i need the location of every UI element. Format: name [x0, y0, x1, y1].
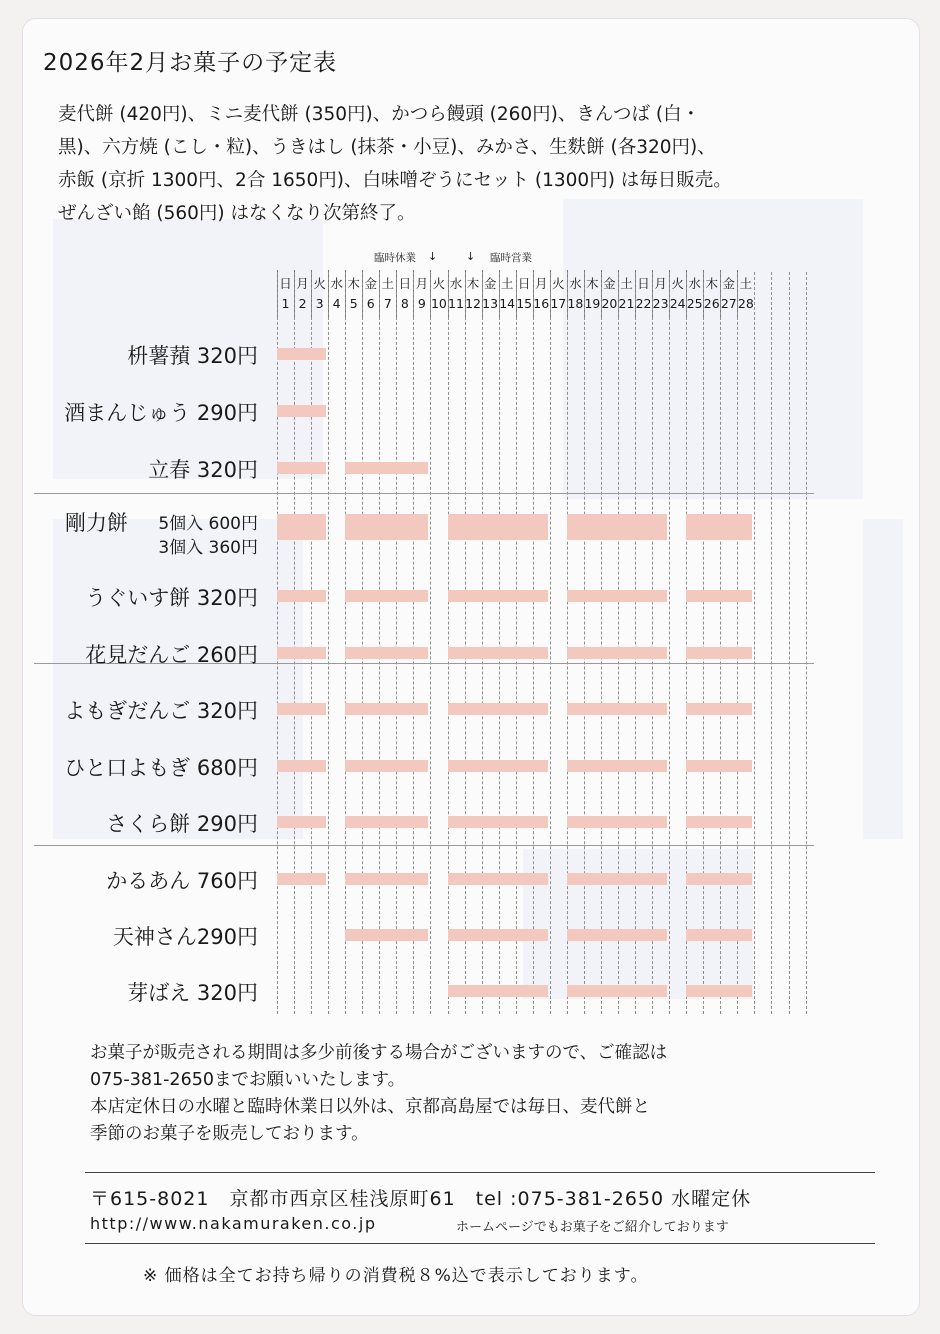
- day-number: 25: [686, 296, 703, 311]
- day-header: [703, 274, 720, 314]
- day-number: 20: [601, 296, 618, 311]
- grid-line: [754, 272, 755, 1014]
- weekday-label: 水: [688, 276, 701, 291]
- sale-period-bar: [567, 816, 667, 828]
- sale-period-bar: [345, 647, 428, 659]
- day-header: [669, 274, 686, 314]
- day-number: 1: [281, 296, 290, 311]
- sale-period-bar: [345, 816, 428, 828]
- weekday-label: 水: [330, 276, 343, 291]
- sale-period-bar: [686, 703, 752, 715]
- day-header: [465, 274, 482, 314]
- grid-line: [516, 272, 517, 1014]
- note-line: お菓子が販売される期間は多少前後する場合がございますので、ご確認は: [90, 1043, 668, 1063]
- grid-line: [533, 272, 534, 1014]
- grid-line: [550, 272, 551, 1014]
- intro-line: ぜんざい餡 (560円) はなくなり次第終了。: [58, 203, 416, 224]
- day-number: 19: [584, 296, 601, 311]
- weekday-label: 木: [466, 276, 480, 291]
- footer-divider-top: [85, 1172, 875, 1173]
- sale-period-bar: [448, 873, 548, 885]
- grid-line: [806, 272, 807, 1014]
- note-line: 075-381-2650までお願いいたします。: [90, 1070, 406, 1090]
- show-through-panel-lower: [523, 849, 753, 999]
- day-number: 7: [383, 296, 392, 311]
- sale-period-bar: [277, 348, 326, 360]
- weekday-label: 土: [381, 276, 395, 291]
- note-line: 季節のお菓子を販売しております。: [90, 1124, 369, 1144]
- weekday-label: 火: [671, 276, 684, 291]
- day-header: [362, 274, 379, 314]
- sale-period-bar: [448, 703, 548, 715]
- weekday-label: 木: [705, 276, 718, 291]
- sale-period-bar: [277, 590, 326, 602]
- daily-items-intro: [58, 98, 848, 230]
- sale-period-bar: [686, 647, 752, 659]
- day-number: 2: [298, 296, 307, 311]
- item-name: うぐいす餅 320円: [85, 586, 258, 610]
- grid-line: [669, 272, 670, 1014]
- day-number: 12: [465, 296, 481, 311]
- day-number: 13: [482, 296, 499, 311]
- sale-period-bar: [277, 703, 326, 715]
- item-name: 天神さん290円: [112, 925, 258, 949]
- item-name: 立春 320円: [148, 458, 258, 482]
- weekday-label: 金: [364, 276, 377, 291]
- weekday-label: 日: [517, 276, 531, 291]
- day-header: [448, 274, 465, 314]
- grid-line: [345, 272, 346, 1014]
- day-number: 18: [567, 296, 584, 311]
- sale-period-bar: [448, 647, 548, 659]
- sale-period-bar: [686, 929, 752, 941]
- day-number: 17: [550, 296, 567, 311]
- grid-line: [720, 272, 721, 1014]
- grid-line: [737, 272, 738, 1014]
- sale-period-bar: [567, 703, 667, 715]
- grid-line: [789, 272, 790, 1014]
- grid-line: [652, 272, 653, 1014]
- weekday-label: 木: [586, 276, 599, 291]
- day-header: [652, 274, 669, 314]
- sale-period-bar: [686, 873, 752, 885]
- sale-period-bar: [448, 590, 548, 602]
- sale-period-bar: [567, 985, 667, 997]
- weekday-label: 水: [569, 276, 582, 291]
- sale-period-bar: [345, 514, 428, 540]
- grid-line: [482, 272, 483, 1014]
- open-arrow-icon: ↓: [466, 250, 476, 263]
- sale-period-bar: [567, 873, 667, 885]
- intro-line: 麦代餅 (420円)、ミニ麦代餅 (350円)、かつら饅頭 (260円)、きんつば (白・: [58, 104, 701, 125]
- day-number: 8: [400, 296, 409, 311]
- page-title: 2026年2月お菓子の予定表: [43, 50, 338, 76]
- item-name: 枡薯蕷 320円: [127, 344, 258, 368]
- group-separator: [34, 845, 814, 846]
- sale-period-bar: [277, 816, 326, 828]
- notes-block: [90, 1040, 880, 1148]
- sale-period-bar: [567, 647, 667, 659]
- grid-line: [601, 272, 602, 1014]
- sale-period-bar: [345, 590, 428, 602]
- weekday-label: 月: [534, 276, 548, 291]
- show-through-panel-mid: [53, 519, 303, 839]
- weekday-label: 金: [483, 276, 497, 291]
- day-number: 11: [448, 296, 464, 311]
- grid-line: [430, 272, 431, 1014]
- weekday-label: 日: [637, 276, 650, 291]
- sale-period-bar: [448, 760, 548, 772]
- day-number: 16: [533, 296, 550, 311]
- day-header: [533, 274, 550, 314]
- weekday-label: 水: [449, 276, 463, 291]
- item-pack-3: 3個入 360円: [158, 538, 258, 558]
- weekday-label: 土: [739, 276, 753, 291]
- day-number: 6: [366, 296, 375, 311]
- grid-line: [635, 272, 636, 1014]
- day-number: 4: [332, 296, 341, 311]
- item-name: 剛力餅: [65, 511, 128, 535]
- day-header: [499, 274, 516, 314]
- grid-line: [771, 272, 772, 1014]
- sale-period-bar: [686, 760, 752, 772]
- weekday-label: 月: [415, 276, 429, 291]
- weekday-label: 月: [296, 276, 309, 291]
- day-header: [584, 274, 601, 314]
- item-name: 花見だんご 260円: [85, 643, 258, 667]
- grid-line: [618, 272, 619, 1014]
- sale-period-bar: [686, 514, 752, 540]
- day-header: [635, 274, 652, 314]
- weekday-label: 金: [722, 276, 736, 291]
- sale-period-bar: [345, 929, 428, 941]
- sale-period-bar: [567, 514, 667, 540]
- sale-period-bar: [686, 816, 752, 828]
- sale-period-bar: [277, 873, 326, 885]
- day-number: 3: [315, 296, 324, 311]
- day-header: [277, 274, 294, 314]
- sale-period-bar: [448, 816, 548, 828]
- day-number: 28: [737, 296, 754, 311]
- sale-period-bar: [448, 985, 548, 997]
- day-header: [686, 274, 703, 314]
- day-header: [294, 274, 311, 314]
- day-number: 10: [430, 296, 447, 311]
- day-number: 27: [720, 296, 737, 311]
- day-header: [550, 274, 567, 314]
- day-header: [601, 274, 618, 314]
- tax-note: ※ 価格は全てお持ち帰りの消費税８%込で表示しております。: [143, 1266, 649, 1286]
- grid-line: [379, 272, 380, 1014]
- sale-period-bar: [277, 514, 326, 540]
- item-name: かるあん 760円: [106, 869, 258, 893]
- grid-line: [294, 272, 295, 1014]
- day-header: [413, 274, 430, 314]
- sale-period-bar: [448, 929, 548, 941]
- shop-address: 〒615-8021 京都市西京区桂浅原町61 tel :075-381-2650 水曜定休: [90, 1188, 752, 1210]
- sale-period-bar: [345, 462, 428, 474]
- day-header: [737, 274, 754, 314]
- day-header: [345, 274, 362, 314]
- day-number: 23: [652, 296, 669, 311]
- item-name: 芽ばえ 320円: [127, 981, 258, 1005]
- day-header: [379, 274, 396, 314]
- grid-line: [448, 272, 449, 1014]
- item-pack-5: 5個入 600円: [158, 514, 258, 534]
- group-separator: [34, 493, 814, 494]
- sale-period-bar: [567, 929, 667, 941]
- grid-line: [567, 272, 568, 1014]
- day-header: [482, 274, 499, 314]
- footer-divider-bottom: [85, 1243, 875, 1244]
- grid-line: [499, 272, 500, 1014]
- weekday-label: 木: [347, 276, 360, 291]
- sale-period-bar: [277, 405, 326, 417]
- item-name: ひと口よもぎ 680円: [64, 756, 258, 780]
- sale-period-bar: [345, 703, 428, 715]
- grid-line: [686, 272, 687, 1014]
- temporary-open-label: 臨時営業: [490, 252, 532, 264]
- grid-line: [311, 272, 312, 1014]
- day-number: 15: [516, 296, 533, 311]
- weekday-label: 火: [552, 276, 565, 291]
- day-number: 9: [417, 296, 426, 311]
- day-number: 24: [669, 296, 686, 311]
- day-header: [396, 274, 413, 314]
- grid-line: [413, 272, 414, 1014]
- item-name: よもぎだんご 320円: [64, 699, 258, 723]
- weekday-label: 土: [620, 276, 633, 291]
- show-through-panel-right: [563, 199, 863, 499]
- sale-period-bar: [686, 985, 752, 997]
- day-number: 14: [499, 296, 516, 311]
- day-header: [516, 274, 533, 314]
- sale-period-bar: [277, 462, 326, 474]
- grid-line: [277, 272, 278, 1014]
- sale-period-bar: [567, 760, 667, 772]
- weekday-label: 金: [603, 276, 616, 291]
- grid-line: [584, 272, 585, 1014]
- sale-period-bar: [345, 760, 428, 772]
- day-header: [567, 274, 584, 314]
- day-header: [430, 274, 447, 314]
- sale-period-bar: [448, 514, 548, 540]
- sale-period-bar: [277, 647, 326, 659]
- grid-line: [396, 272, 397, 1014]
- sale-period-bar: [686, 590, 752, 602]
- show-through-panel-side: [863, 519, 903, 839]
- day-header: [720, 274, 737, 314]
- sale-period-bar: [345, 873, 428, 885]
- day-number: 22: [635, 296, 652, 311]
- day-header: [311, 274, 328, 314]
- sale-period-bar: [567, 590, 667, 602]
- day-header: [328, 274, 345, 314]
- intro-line: 黒)、六方焼 (こし・粒)、うきはし (抹茶・小豆)、みかさ、生麩餅 (各320円)、: [58, 137, 716, 158]
- grid-line: [328, 272, 329, 1014]
- day-number: 26: [703, 296, 720, 311]
- website-note: ホームページでもお菓子をご紹介しております: [456, 1220, 729, 1235]
- closed-arrow-icon: ↓: [428, 250, 438, 263]
- weekday-label: 日: [398, 276, 412, 291]
- day-number: 21: [618, 296, 635, 311]
- item-name: 酒まんじゅう 290円: [64, 401, 258, 425]
- weekday-label: 月: [654, 276, 667, 291]
- note-line: 本店定休日の水曜と臨時休業日以外は、京都高島屋では毎日、麦代餅と: [90, 1097, 650, 1117]
- weekday-label: 土: [500, 276, 514, 291]
- website-link[interactable]: http://www.nakamuraken.co.jp: [90, 1214, 377, 1233]
- weekday-label: 日: [279, 276, 292, 291]
- grid-line: [703, 272, 704, 1014]
- weekday-label: 火: [432, 276, 446, 291]
- grid-line: [362, 272, 363, 1014]
- sale-period-bar: [277, 760, 326, 772]
- day-header: [618, 274, 635, 314]
- day-number: 5: [349, 296, 358, 311]
- item-name: さくら餅 290円: [106, 812, 258, 836]
- weekday-label: 火: [313, 276, 326, 291]
- intro-line: 赤飯 (京折 1300円、2合 1650円)、白味噌ぞうにセット (1300円) は毎日販売。: [58, 170, 732, 191]
- temporary-closed-label: 臨時休業: [374, 252, 416, 264]
- grid-line: [465, 272, 466, 1014]
